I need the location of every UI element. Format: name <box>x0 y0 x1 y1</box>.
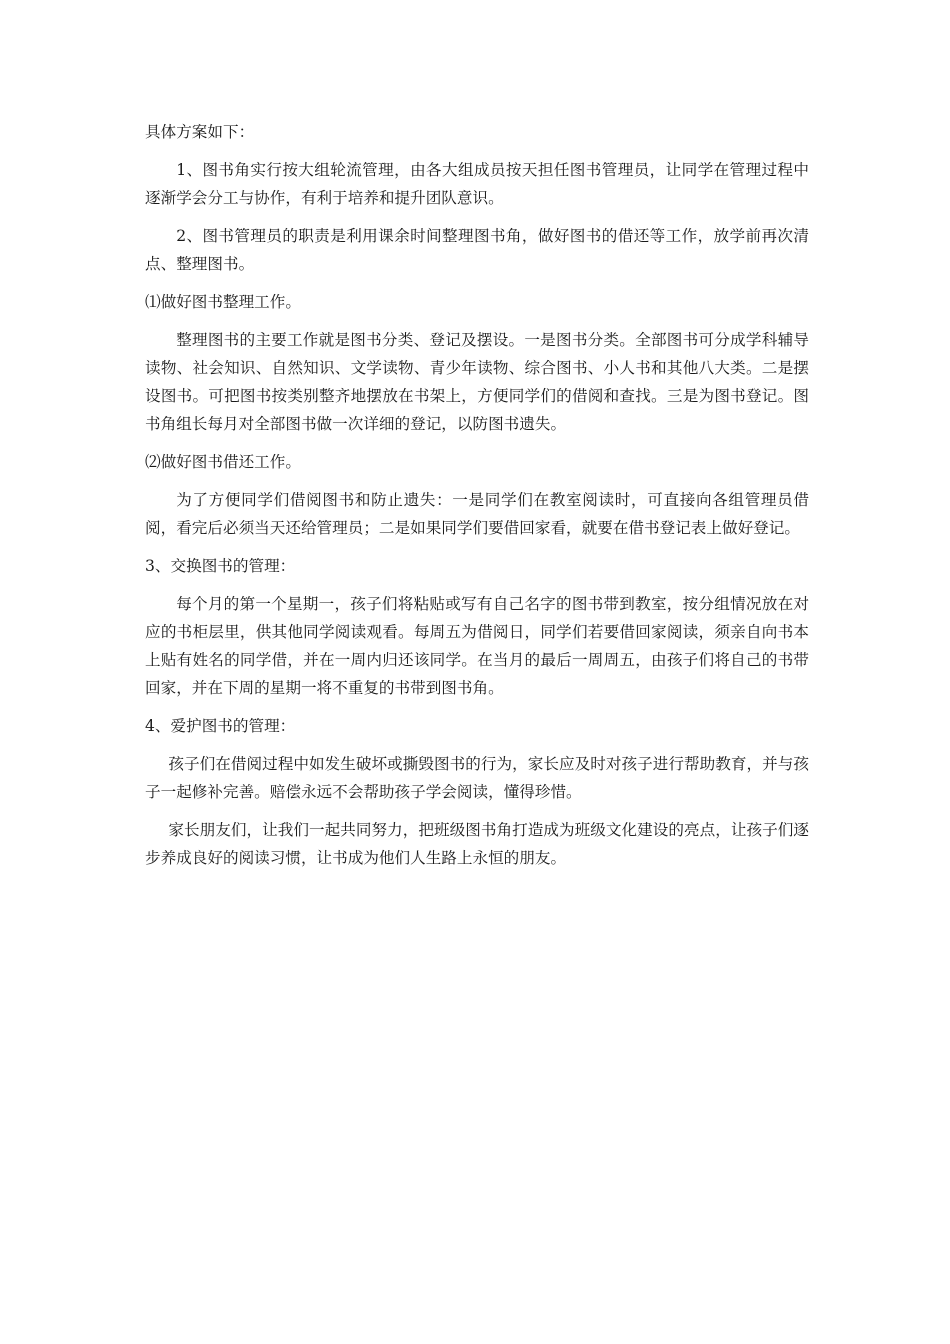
item-2-paragraph: 2、图书管理员的职责是利用课余时间整理图书角，做好图书的借还等工作，放学前再次清点、整理图书。 <box>145 227 809 273</box>
document-page <box>145 118 809 882</box>
sub-2-body: 为了方便同学们借阅图书和防止遗失：一是同学们在教室阅读时，可直接向各组管理员借阅，看完后必须当天还给管理员；二是如果同学们要借回家看，就要在借书登记表上做好登记。 <box>145 491 809 537</box>
item-4-title: 4、爱护图书的管理： <box>145 717 296 735</box>
closing-paragraph: 家长朋友们，让我们一起共同努力，把班级图书角打造成为班级文化建设的亮点，让孩子们逐步养成良好的阅读习惯，让书成为他们人生路上永恒的朋友。 <box>145 821 809 867</box>
sub-1-body: 整理图书的主要工作就是图书分类、登记及摆设。一是图书分类。全部图书可分成学科辅导读物、社会知识、自然知识、文学读物、青少年读物、综合图书、小人书和其他八大类。二是摆设图书。可把图书按类别整齐地摆放在书架上，方便同学们的借阅和查找。三是为图书登记。图书角组长每月对全部图书做一次详细的登记，以防图书遗失。 <box>145 331 809 433</box>
sub-1-title: ⑴做好图书整理工作。 <box>145 293 301 311</box>
item-3-title: 3、交换图书的管理： <box>145 557 296 575</box>
sub-2-title: ⑵做好图书借还工作。 <box>145 453 301 471</box>
item-1-paragraph: 1、图书角实行按大组轮流管理，由各大组成员按天担任图书管理员，让同学在管理过程中逐渐学会分工与协作，有利于培养和提升团队意识。 <box>145 161 809 207</box>
item-4-body: 孩子们在借阅过程中如发生破坏或撕毁图书的行为，家长应及时对孩子进行帮助教育，并与孩子一起修补完善。赔偿永远不会帮助孩子学会阅读，懂得珍惜。 <box>145 755 809 801</box>
intro-text: 具体方案如下： <box>145 123 255 141</box>
item-3-body: 每个月的第一个星期一，孩子们将粘贴或写有自己名字的图书带到教室，按分组情况放在对应的书柜层里，供其他同学阅读观看。每周五为借阅日，同学们若要借回家阅读，须亲自向书本上贴有姓名的同学借，并在一周内归还该同学。在当月的最后一周周五，由孩子们将自己的书带回家，并在下周的星期一将不重复的书带到图书角。 <box>145 595 809 697</box>
